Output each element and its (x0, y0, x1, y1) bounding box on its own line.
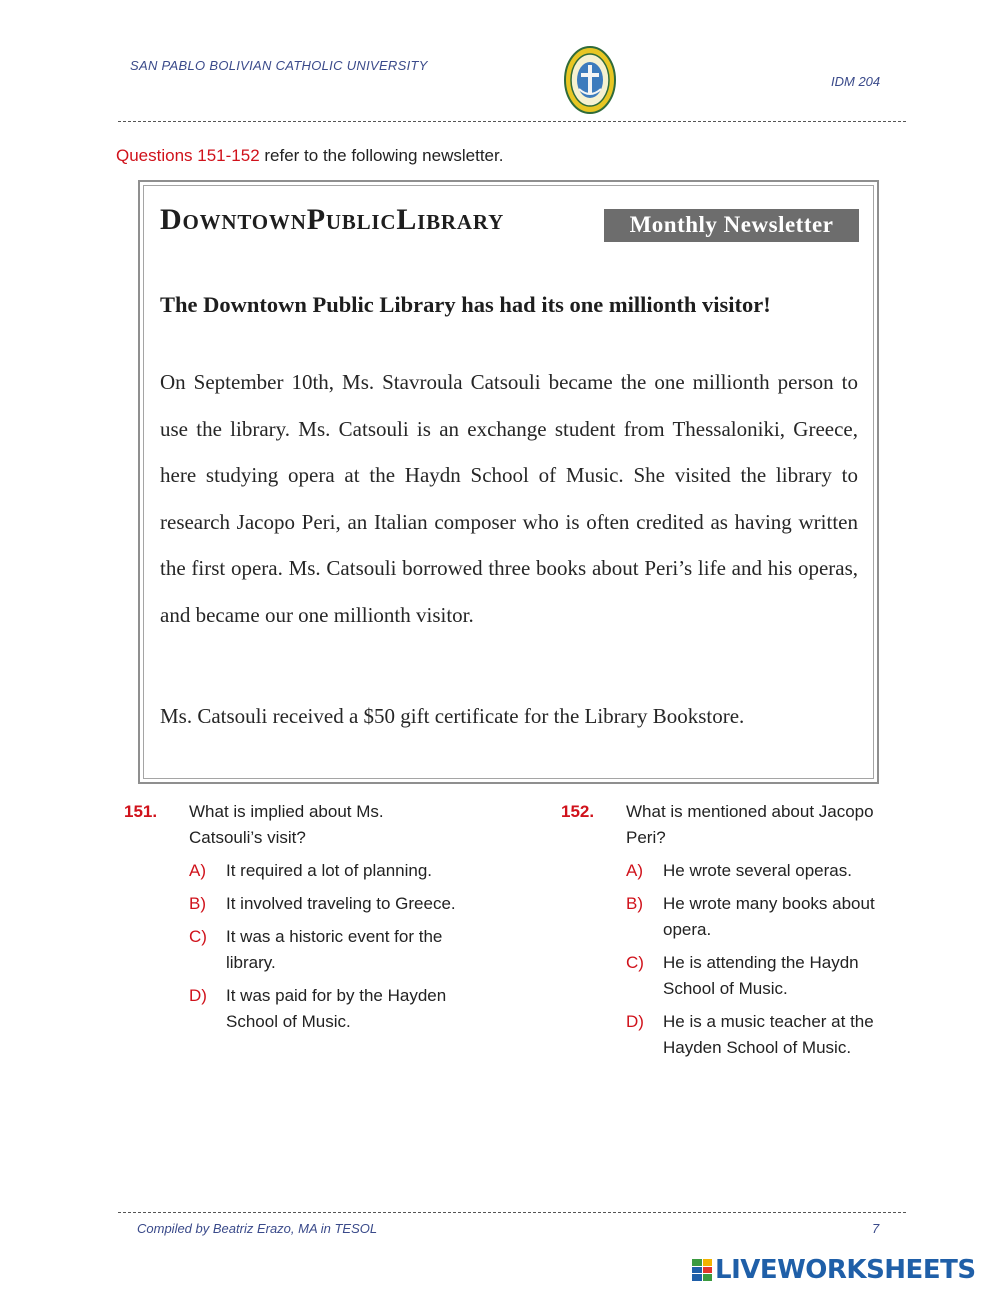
questions-range: Questions 151-152 (116, 146, 260, 165)
newsletter-masthead: DowntownPublicLibrary (160, 203, 505, 236)
page-number: 7 (872, 1221, 880, 1236)
q152-option-c[interactable]: He is attending the Haydn School of Music. (663, 953, 859, 998)
q151-option-b-letter: B) (189, 894, 206, 913)
newsletter-paragraph-2: Ms. Catsouli received a $50 gift certificate for the Library Bookstore. (160, 704, 745, 728)
q152-option-b-letter: B) (626, 894, 643, 913)
university-name: SAN PABLO BOLIVIAN CATHOLIC UNIVERSITY (130, 58, 428, 73)
question-152-text: What is mentioned about Jacopo Peri? (626, 802, 874, 847)
footer-divider (118, 1212, 906, 1213)
q151-option-c[interactable]: It was a historic event for the library. (226, 927, 443, 972)
university-seal-icon (563, 45, 617, 115)
q152-option-c-letter: C) (626, 953, 644, 972)
q152-option-d[interactable]: He is a music teacher at the Hayden School of Music. (663, 1012, 874, 1057)
footer-credit: Compiled by Beatriz Erazo, MA in TESOL (137, 1221, 378, 1236)
q151-option-b[interactable]: It involved traveling to Greece. (226, 894, 456, 913)
q151-option-a[interactable]: It required a lot of planning. (226, 861, 433, 880)
question-152-number: 152. (561, 802, 595, 821)
course-code: IDM 204 (831, 74, 881, 89)
question-151-number: 151. (124, 802, 158, 821)
newsletter-headline: The Downtown Public Library has had its one millionth visitor! (160, 292, 771, 317)
q152-option-d-letter: D) (626, 1012, 644, 1031)
questions-intro-text: refer to the following newsletter. (259, 146, 504, 165)
q151-option-d[interactable]: It was paid for by the Hayden School of Music. (226, 986, 447, 1031)
liveworksheets-grid-icon (692, 1259, 712, 1281)
liveworksheets-logo[interactable] (692, 1255, 976, 1285)
q151-option-d-letter: D) (189, 986, 207, 1005)
question-151-text: What is implied about Ms. Catsouli’s visit? (189, 802, 384, 847)
q152-option-a[interactable]: He wrote several operas. (663, 861, 852, 880)
questions-intro (116, 146, 503, 166)
q152-option-a-letter: A) (626, 861, 643, 880)
header-divider (118, 121, 906, 122)
q151-option-c-letter: C) (189, 927, 207, 946)
q151-option-a-letter: A) (189, 861, 206, 880)
newsletter-paragraph-1: On September 10th, Ms. Stavroula Catsouli became the one millionth person to use the library. Ms. Catsouli is an exchange student from Thessaloniki, Greece, here studying opera at the Haydn School of Music. She visited the library to research Jacopo Peri, an Italian composer who is often credited as having written the first opera. Ms. Catsouli borrowed three books about Peri’s life and his operas, and became our one millionth visitor. (160, 370, 858, 627)
newsletter-badge: Monthly Newsletter (604, 209, 859, 242)
q152-option-b[interactable]: He wrote many books about opera. (663, 894, 875, 939)
liveworksheets-brand: LIVEWORKSHEETS (715, 1255, 976, 1285)
